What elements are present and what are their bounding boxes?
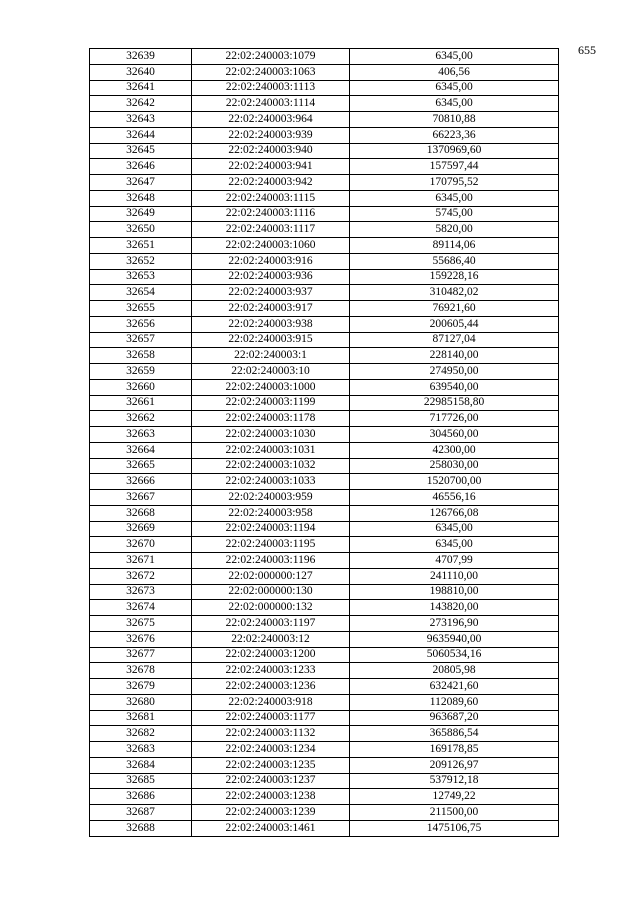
row-number-cell: 32660 (90, 379, 192, 395)
table-row (90, 616, 559, 632)
cadastral-number-cell: 22:02:240003:1235 (192, 757, 350, 773)
cadastral-number-cell: 22:02:240003:1237 (192, 773, 350, 789)
table-row (90, 143, 559, 159)
cadastral-number-cell: 22:02:240003:1031 (192, 442, 350, 458)
row-number-cell: 32671 (90, 553, 192, 569)
value-cell: 12749,22 (350, 789, 559, 805)
value-cell: 198810,00 (350, 584, 559, 600)
cadastral-number-cell: 22:02:240003:1196 (192, 553, 350, 569)
value-cell: 632421,60 (350, 679, 559, 695)
table-row (90, 411, 559, 427)
row-number-cell: 32639 (90, 49, 192, 65)
table-row (90, 820, 559, 836)
value-cell: 1370969,60 (350, 143, 559, 159)
row-number-cell: 32652 (90, 253, 192, 269)
cadastral-number-cell: 22:02:000000:130 (192, 584, 350, 600)
cadastral-number-cell: 22:02:240003:1233 (192, 663, 350, 679)
value-cell: 76921,60 (350, 301, 559, 317)
cadastral-number-cell: 22:02:240003:1115 (192, 190, 350, 206)
value-cell: 20805,98 (350, 663, 559, 679)
row-number-cell: 32653 (90, 269, 192, 285)
cadastral-number-cell: 22:02:000000:132 (192, 600, 350, 616)
value-cell: 963687,20 (350, 710, 559, 726)
table-row (90, 285, 559, 301)
value-cell: 4707,99 (350, 553, 559, 569)
cadastral-number-cell: 22:02:240003:1234 (192, 742, 350, 758)
table-row (90, 553, 559, 569)
row-number-cell: 32680 (90, 694, 192, 710)
table-row (90, 269, 559, 285)
row-number-cell: 32666 (90, 474, 192, 490)
cadastral-number-cell: 22:02:240003:915 (192, 332, 350, 348)
table-row (90, 474, 559, 490)
value-cell: 241110,00 (350, 568, 559, 584)
value-cell: 211500,00 (350, 805, 559, 821)
cadastral-number-cell: 22:02:240003:940 (192, 143, 350, 159)
table-row (90, 537, 559, 553)
value-cell: 46556,16 (350, 490, 559, 506)
value-cell: 273196,90 (350, 616, 559, 632)
cadastral-number-cell: 22:02:240003:1197 (192, 616, 350, 632)
cadastral-number-cell: 22:02:240003:1113 (192, 80, 350, 96)
row-number-cell: 32673 (90, 584, 192, 600)
value-cell: 22985158,80 (350, 395, 559, 411)
value-cell: 200605,44 (350, 316, 559, 332)
cadastral-number-cell: 22:02:240003:1117 (192, 222, 350, 238)
page-number: 655 (578, 43, 596, 57)
row-number-cell: 32667 (90, 490, 192, 506)
cadastral-number-cell: 22:02:240003:1195 (192, 537, 350, 553)
cadastral-number-cell: 22:02:240003:1236 (192, 679, 350, 695)
table-row (90, 49, 559, 65)
table-row (90, 679, 559, 695)
row-number-cell: 32656 (90, 316, 192, 332)
row-number-cell: 32683 (90, 742, 192, 758)
table-row (90, 663, 559, 679)
cadastral-number-cell: 22:02:240003:964 (192, 112, 350, 128)
table-row (90, 789, 559, 805)
value-cell: 6345,00 (350, 190, 559, 206)
row-number-cell: 32650 (90, 222, 192, 238)
cadastral-number-cell: 22:02:240003:1238 (192, 789, 350, 805)
table-row (90, 490, 559, 506)
cadastral-number-cell: 22:02:240003:1 (192, 348, 350, 364)
row-number-cell: 32647 (90, 175, 192, 191)
cadastral-number-cell: 22:02:240003:12 (192, 631, 350, 647)
row-number-cell: 32684 (90, 757, 192, 773)
value-cell: 365886,54 (350, 726, 559, 742)
table-row (90, 805, 559, 821)
cadastral-number-cell: 22:02:240003:1194 (192, 521, 350, 537)
table-row (90, 175, 559, 191)
table-row (90, 222, 559, 238)
table-row (90, 442, 559, 458)
table-row (90, 631, 559, 647)
cadastral-number-cell: 22:02:240003:1079 (192, 49, 350, 65)
row-number-cell: 32644 (90, 127, 192, 143)
row-number-cell: 32641 (90, 80, 192, 96)
row-number-cell: 32646 (90, 159, 192, 175)
value-cell: 169178,85 (350, 742, 559, 758)
table-row (90, 190, 559, 206)
cadastral-number-cell: 22:02:240003:958 (192, 505, 350, 521)
row-number-cell: 32677 (90, 647, 192, 663)
table-row (90, 379, 559, 395)
table-row (90, 757, 559, 773)
row-number-cell: 32658 (90, 348, 192, 364)
cadastral-number-cell: 22:02:240003:1030 (192, 427, 350, 443)
cadastral-number-cell: 22:02:240003:1461 (192, 820, 350, 836)
cadastral-number-cell: 22:02:240003:10 (192, 364, 350, 380)
cadastral-number-cell: 22:02:240003:1200 (192, 647, 350, 663)
table-row (90, 395, 559, 411)
value-cell: 304560,00 (350, 427, 559, 443)
value-cell: 6345,00 (350, 521, 559, 537)
row-number-cell: 32664 (90, 442, 192, 458)
cadastral-number-cell: 22:02:240003:1033 (192, 474, 350, 490)
row-number-cell: 32649 (90, 206, 192, 222)
value-cell: 6345,00 (350, 80, 559, 96)
value-cell: 126766,08 (350, 505, 559, 521)
value-cell: 406,56 (350, 64, 559, 80)
row-number-cell: 32669 (90, 521, 192, 537)
row-number-cell: 32640 (90, 64, 192, 80)
value-cell: 5060534,16 (350, 647, 559, 663)
table-row (90, 332, 559, 348)
cadastral-number-cell: 22:02:240003:942 (192, 175, 350, 191)
value-cell: 639540,00 (350, 379, 559, 395)
table-row (90, 458, 559, 474)
value-cell: 112089,60 (350, 694, 559, 710)
cadastral-number-cell: 22:02:240003:936 (192, 269, 350, 285)
table-row (90, 64, 559, 80)
table-row (90, 521, 559, 537)
value-cell: 55686,40 (350, 253, 559, 269)
row-number-cell: 32670 (90, 537, 192, 553)
cadastral-number-cell: 22:02:240003:959 (192, 490, 350, 506)
table-row (90, 694, 559, 710)
value-cell: 89114,06 (350, 238, 559, 254)
value-cell: 5745,00 (350, 206, 559, 222)
value-cell: 66223,36 (350, 127, 559, 143)
table-row (90, 726, 559, 742)
table-row (90, 364, 559, 380)
value-cell: 310482,02 (350, 285, 559, 301)
value-cell: 6345,00 (350, 537, 559, 553)
value-cell: 209126,97 (350, 757, 559, 773)
row-number-cell: 32662 (90, 411, 192, 427)
row-number-cell: 32686 (90, 789, 192, 805)
table-row (90, 647, 559, 663)
row-number-cell: 32679 (90, 679, 192, 695)
row-number-cell: 32659 (90, 364, 192, 380)
row-number-cell: 32648 (90, 190, 192, 206)
row-number-cell: 32685 (90, 773, 192, 789)
row-number-cell: 32642 (90, 96, 192, 112)
row-number-cell: 32687 (90, 805, 192, 821)
table-body (90, 49, 559, 837)
table-row (90, 505, 559, 521)
table-row (90, 253, 559, 269)
value-cell: 1475106,75 (350, 820, 559, 836)
row-number-cell: 32674 (90, 600, 192, 616)
table-row (90, 80, 559, 96)
value-cell: 70810,88 (350, 112, 559, 128)
row-number-cell: 32661 (90, 395, 192, 411)
cadastral-number-cell: 22:02:000000:127 (192, 568, 350, 584)
row-number-cell: 32688 (90, 820, 192, 836)
table-row (90, 96, 559, 112)
table-row (90, 600, 559, 616)
row-number-cell: 32657 (90, 332, 192, 348)
row-number-cell: 32668 (90, 505, 192, 521)
cadastral-number-cell: 22:02:240003:1116 (192, 206, 350, 222)
cadastral-number-cell: 22:02:240003:916 (192, 253, 350, 269)
cadastral-number-cell: 22:02:240003:1063 (192, 64, 350, 80)
cadastral-number-cell: 22:02:240003:1132 (192, 726, 350, 742)
table-row (90, 584, 559, 600)
value-cell: 6345,00 (350, 96, 559, 112)
value-cell: 537912,18 (350, 773, 559, 789)
row-number-cell: 32651 (90, 238, 192, 254)
row-number-cell: 32655 (90, 301, 192, 317)
row-number-cell: 32665 (90, 458, 192, 474)
row-number-cell: 32643 (90, 112, 192, 128)
value-cell: 5820,00 (350, 222, 559, 238)
table-row (90, 427, 559, 443)
row-number-cell: 32681 (90, 710, 192, 726)
value-cell: 274950,00 (350, 364, 559, 380)
cadastral-number-cell: 22:02:240003:937 (192, 285, 350, 301)
row-number-cell: 32682 (90, 726, 192, 742)
value-cell: 228140,00 (350, 348, 559, 364)
cadastral-number-cell: 22:02:240003:939 (192, 127, 350, 143)
table-row (90, 112, 559, 128)
value-cell: 170795,52 (350, 175, 559, 191)
table-row (90, 316, 559, 332)
table-row (90, 773, 559, 789)
cadastral-number-cell: 22:02:240003:918 (192, 694, 350, 710)
value-cell: 42300,00 (350, 442, 559, 458)
value-cell: 159228,16 (350, 269, 559, 285)
row-number-cell: 32663 (90, 427, 192, 443)
value-cell: 87127,04 (350, 332, 559, 348)
table-row (90, 238, 559, 254)
value-cell: 157597,44 (350, 159, 559, 175)
table-row (90, 159, 559, 175)
cadastral-number-cell: 22:02:240003:1000 (192, 379, 350, 395)
cadastral-number-cell: 22:02:240003:941 (192, 159, 350, 175)
table-row (90, 742, 559, 758)
row-number-cell: 32676 (90, 631, 192, 647)
cadastral-number-cell: 22:02:240003:917 (192, 301, 350, 317)
value-cell: 717726,00 (350, 411, 559, 427)
table-row (90, 301, 559, 317)
value-cell: 258030,00 (350, 458, 559, 474)
value-cell: 6345,00 (350, 49, 559, 65)
table-row (90, 568, 559, 584)
row-number-cell: 32672 (90, 568, 192, 584)
cadastral-number-cell: 22:02:240003:938 (192, 316, 350, 332)
cadastral-number-cell: 22:02:240003:1032 (192, 458, 350, 474)
row-number-cell: 32675 (90, 616, 192, 632)
value-cell: 143820,00 (350, 600, 559, 616)
table-row (90, 348, 559, 364)
cadastral-number-cell: 22:02:240003:1178 (192, 411, 350, 427)
row-number-cell: 32645 (90, 143, 192, 159)
cadastral-number-cell: 22:02:240003:1239 (192, 805, 350, 821)
cadastral-number-cell: 22:02:240003:1177 (192, 710, 350, 726)
value-cell: 1520700,00 (350, 474, 559, 490)
cadastral-number-cell: 22:02:240003:1060 (192, 238, 350, 254)
cadastral-number-cell: 22:02:240003:1199 (192, 395, 350, 411)
cadastral-number-cell: 22:02:240003:1114 (192, 96, 350, 112)
row-number-cell: 32654 (90, 285, 192, 301)
value-cell: 9635940,00 (350, 631, 559, 647)
row-number-cell: 32678 (90, 663, 192, 679)
table-row (90, 710, 559, 726)
data-table (89, 48, 559, 837)
table-row (90, 206, 559, 222)
table-row (90, 127, 559, 143)
